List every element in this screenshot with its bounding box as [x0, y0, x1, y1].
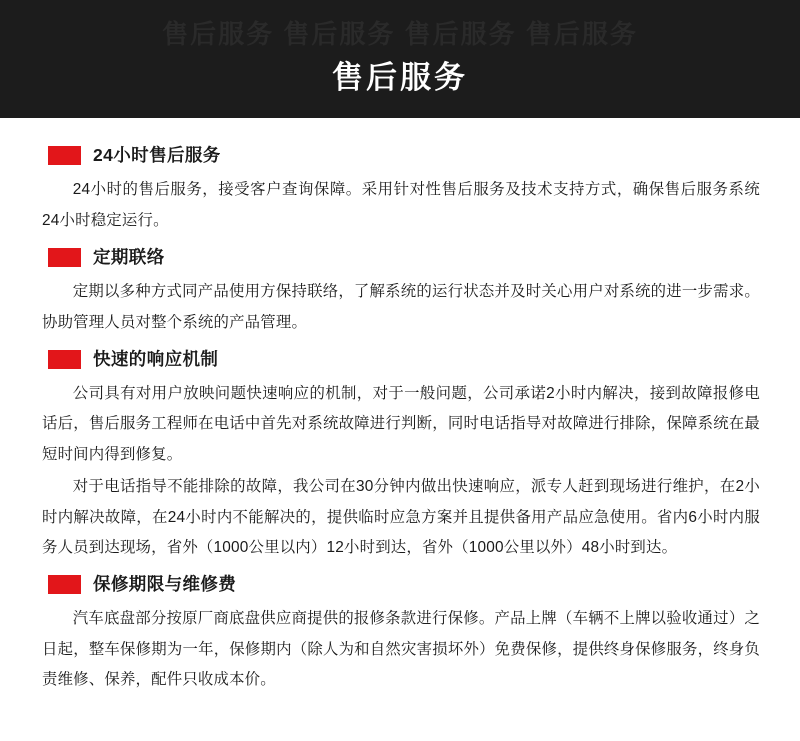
content-body — [0, 118, 800, 695]
section-header — [26, 146, 774, 165]
red-square-bullet-icon — [48, 146, 81, 165]
red-square-bullet-icon — [48, 248, 81, 267]
section-paragraph: 公司具有对用户放映问题快速响应的机制，对于一般问题，公司承诺2小时内解决，接到故障报修电话后，售后服务工程师在电话中首先对系统故障进行判断，同时电话指导对故障进行排除，保障系统在最短时间内得到修复。 — [42, 385, 760, 463]
page-title: 售后服务 — [332, 60, 468, 95]
section-regular-contact — [26, 248, 774, 338]
section-header — [26, 575, 774, 594]
page-banner — [0, 0, 800, 118]
section-paragraph: 汽车底盘部分按原厂商底盘供应商提供的报修条款进行保修。产品上牌（车辆不上牌以验收通过）之日起，整车保修期为一年，保修期内（除人为和自然灾害损坏外）免费保修，提供终身保修服务，终身负责维修、保养，配件只收成本价。 — [42, 610, 760, 689]
red-square-bullet-icon — [48, 575, 81, 594]
section-24h-service — [26, 146, 774, 236]
banner-watermark-text: 售后服务 售后服务 售后服务 售后服务 — [162, 19, 638, 49]
section-header — [26, 350, 774, 369]
section-paragraph: 24小时的售后服务，接受客户查询保障。采用针对性售后服务及技术支持方式，确保售后服务系统24小时稳定运行。 — [42, 181, 760, 229]
section-title: 保修期限与维修费 — [93, 574, 237, 595]
section-title: 定期联络 — [93, 246, 165, 267]
section-title: 24小时售后服务 — [93, 145, 221, 165]
section-header — [26, 248, 774, 267]
red-square-bullet-icon — [48, 350, 81, 369]
section-rapid-response — [26, 350, 774, 563]
section-warranty-period — [26, 575, 774, 695]
section-title: 快速的响应机制 — [93, 348, 219, 369]
section-paragraph: 对于电话指导不能排除的故障，我公司在30分钟内做出快速响应，派专人赶到现场进行维护，在2小时内解决故障，在24小时内不能解决的，提供临时应急方案并且提供备用产品应急使用。省内6小时内服务人员到达现场，省外（1000公里以内）12小时到达，省外（1000公里以外）48小时到达。 — [42, 478, 760, 556]
section-paragraph: 定期以多种方式同产品使用方保持联络，了解系统的运行状态并及时关心用户对系统的进一步需求。协助管理人员对整个系统的产品管理。 — [42, 283, 760, 331]
